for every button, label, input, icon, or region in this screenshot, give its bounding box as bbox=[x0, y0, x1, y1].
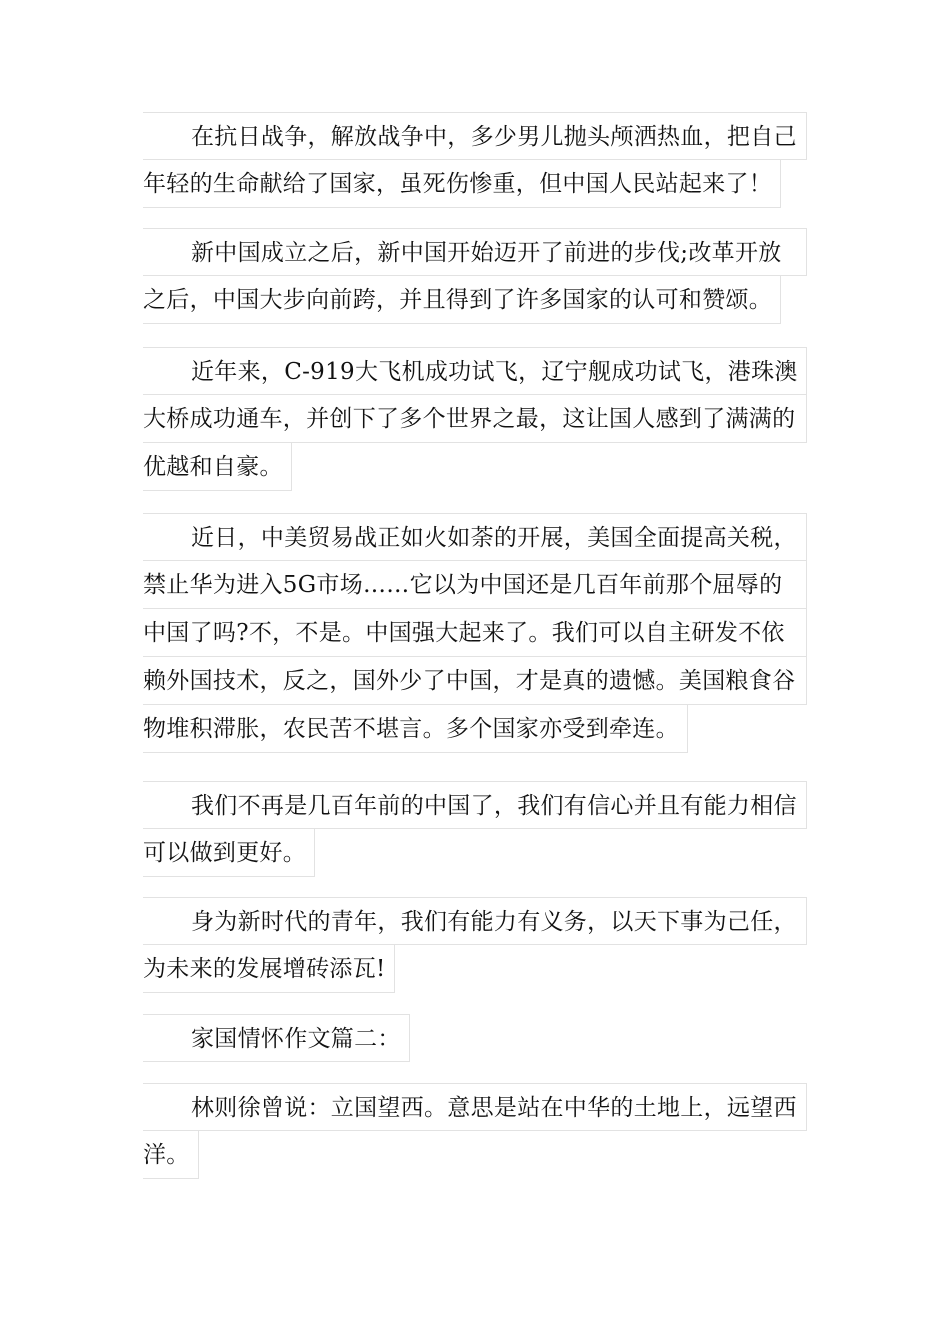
text-line: 可以做到更好。 bbox=[143, 829, 315, 877]
section-heading bbox=[143, 1014, 807, 1062]
text-line: 优越和自豪。 bbox=[143, 443, 292, 491]
text-line: 为未来的发展增砖添瓦! bbox=[143, 945, 395, 993]
text-line: 赖外国技术，反之，国外少了中国，才是真的遗憾。美国粮食谷 bbox=[143, 657, 807, 705]
text-line: 我们不再是几百年前的中国了，我们有信心并且有能力相信 bbox=[143, 781, 807, 829]
paragraph bbox=[143, 513, 807, 753]
paragraph bbox=[143, 347, 807, 491]
text-line: 之后，中国大步向前跨，并且得到了许多国家的认可和赞颂。 bbox=[143, 276, 781, 324]
text-line: 身为新时代的青年，我们有能力有义务，以天下事为己任， bbox=[143, 897, 807, 945]
text-line: 物堆积滞胀，农民苦不堪言。多个国家亦受到牵连。 bbox=[143, 705, 688, 753]
paragraph bbox=[143, 112, 807, 208]
text-line: 年轻的生命献给了国家，虽死伤惨重，但中国人民站起来了！ bbox=[143, 160, 781, 208]
text-line: 近年来，C-919大飞机成功试飞，辽宁舰成功试飞，港珠澳 bbox=[143, 347, 807, 395]
text-line: 大桥成功通车，并创下了多个世界之最，这让国人感到了满满的 bbox=[143, 395, 807, 443]
text-line: 林则徐曾说：立国望西。意思是站在中华的土地上，远望西 bbox=[143, 1083, 807, 1131]
text-line: 家国情怀作文篇二： bbox=[143, 1014, 410, 1062]
paragraph bbox=[143, 897, 807, 993]
paragraph bbox=[143, 1083, 807, 1179]
text-line: 禁止华为进入5G市场……它以为中国还是几百年前那个屈辱的 bbox=[143, 561, 807, 609]
text-line: 在抗日战争，解放战争中，多少男儿抛头颅洒热血，把自己 bbox=[143, 112, 807, 160]
text-line: 近日，中美贸易战正如火如荼的开展，美国全面提高关税， bbox=[143, 513, 807, 561]
text-line: 洋。 bbox=[143, 1131, 199, 1179]
text-line: 新中国成立之后，新中国开始迈开了前进的步伐;改革开放 bbox=[143, 228, 807, 276]
paragraph bbox=[143, 228, 807, 324]
text-line: 中国了吗?不，不是。中国强大起来了。我们可以自主研发不依 bbox=[143, 609, 807, 657]
paragraph bbox=[143, 781, 807, 877]
